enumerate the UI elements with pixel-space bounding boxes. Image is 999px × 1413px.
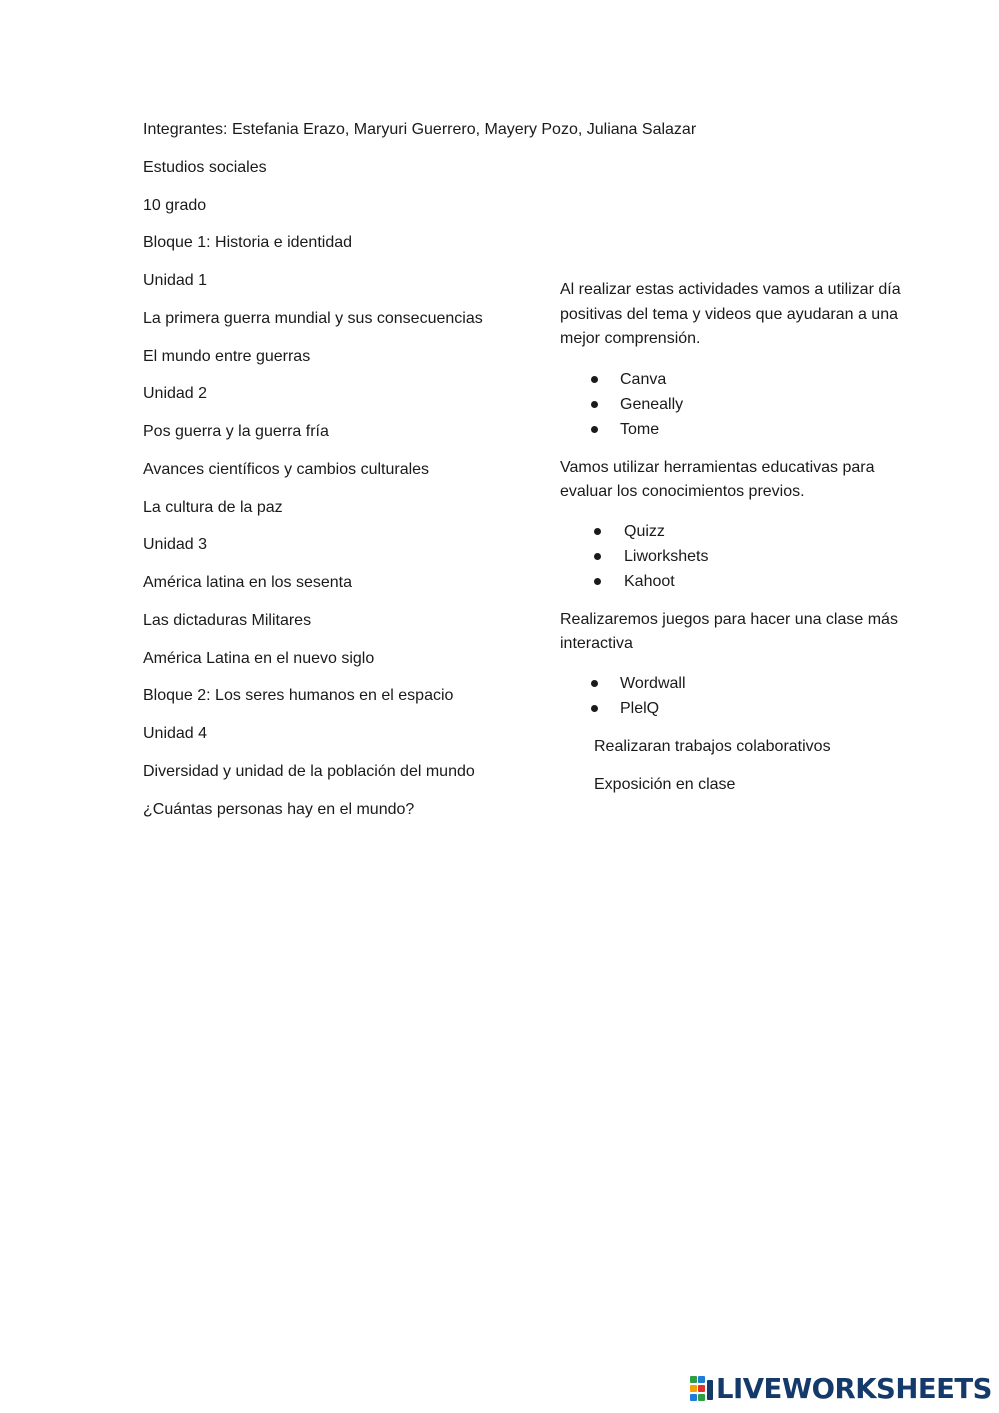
bullet-icon <box>591 376 598 383</box>
paragraph-line: Realizaremos juegos para hacer una clase más <box>560 610 898 628</box>
members-line: Integrantes: Estefania Erazo, Maryuri Guerrero, Mayery Pozo, Juliana Salazar <box>143 121 697 138</box>
topic-line: La cultura de la paz <box>143 498 283 516</box>
bullet-icon <box>594 553 601 560</box>
liveworksheets-logo-icon <box>690 1376 714 1402</box>
list-item-label: Quizz <box>624 522 665 540</box>
paragraph-line: mejor comprensión. <box>560 330 701 347</box>
paragraph-line: evaluar los conocimientos previos. <box>560 483 805 500</box>
list-item <box>560 392 930 417</box>
topic-line: Diversidad y unidad de la población del mundo <box>143 762 475 780</box>
liveworksheets-logo <box>690 1374 992 1404</box>
bullet-icon <box>591 401 598 408</box>
grade-line: 10 grado <box>143 196 207 214</box>
list-item-label: Geneally <box>620 395 684 413</box>
topic-line: Pos guerra y la guerra fría <box>143 423 329 440</box>
unit-3-title: Unidad 3 <box>143 536 208 554</box>
games-paragraph <box>560 608 930 657</box>
list-item-label: Tome <box>620 420 660 438</box>
unit-2-title: Unidad 2 <box>143 385 208 403</box>
block-1-title: Bloque 1: Historia e identidad <box>143 234 353 252</box>
list-item <box>560 367 930 392</box>
topic-line: América latina en los sesenta <box>143 574 352 591</box>
bullet-icon <box>591 705 598 712</box>
list-item-label: Canva <box>620 370 667 388</box>
block-2-title: Bloque 2: Los seres humanos en el espacio <box>143 687 454 705</box>
topic-line: La primera guerra mundial y sus consecuencias <box>143 309 483 327</box>
logo-text: LIVEWORKSHEETS <box>716 1373 992 1405</box>
assessment-tools-list <box>560 519 930 594</box>
topic-line: América Latina en el nuevo siglo <box>143 649 375 667</box>
list-item <box>560 417 930 442</box>
paragraph-line: positivas del tema y videos que ayudaran a una <box>560 305 898 323</box>
list-item <box>560 519 930 544</box>
topic-line: Las dictaduras Militares <box>143 611 312 629</box>
list-item <box>560 569 930 594</box>
topic-line: Avances científicos y cambios culturales <box>143 460 430 478</box>
presentation-tools-list <box>560 367 930 442</box>
bullet-icon <box>591 680 598 687</box>
list-item <box>560 696 930 721</box>
bullet-icon <box>594 578 601 585</box>
list-item-label: Kahoot <box>624 572 675 590</box>
unit-4-title: Unidad 4 <box>143 725 208 742</box>
list-item-label: PlelQ <box>620 699 660 717</box>
bullet-icon <box>591 426 598 433</box>
paragraph-line: interactiva <box>560 635 633 652</box>
topic-line: ¿Cuántas personas hay en el mundo? <box>143 800 415 818</box>
game-tools-list <box>560 671 930 721</box>
activities-paragraph <box>560 278 930 352</box>
topic-line: El mundo entre guerras <box>143 347 311 365</box>
unit-1-title: Unidad 1 <box>143 272 208 289</box>
collaborative-work-line: Realizaran trabajos colaborativos <box>594 737 831 755</box>
tools-paragraph <box>560 456 930 505</box>
list-item-label: Wordwall <box>620 674 686 692</box>
subject-line: Estudios sociales <box>143 158 267 176</box>
paragraph-line: Vamos utilizar herramientas educativas para <box>560 458 875 476</box>
list-item <box>560 671 930 696</box>
list-item <box>560 544 930 569</box>
class-presentation-line: Exposición en clase <box>594 775 736 793</box>
paragraph-line: Al realizar estas actividades vamos a utilizar día <box>560 281 901 298</box>
list-item-label: Liworkshets <box>624 547 709 565</box>
right-column <box>560 278 930 797</box>
bullet-icon <box>594 528 601 535</box>
